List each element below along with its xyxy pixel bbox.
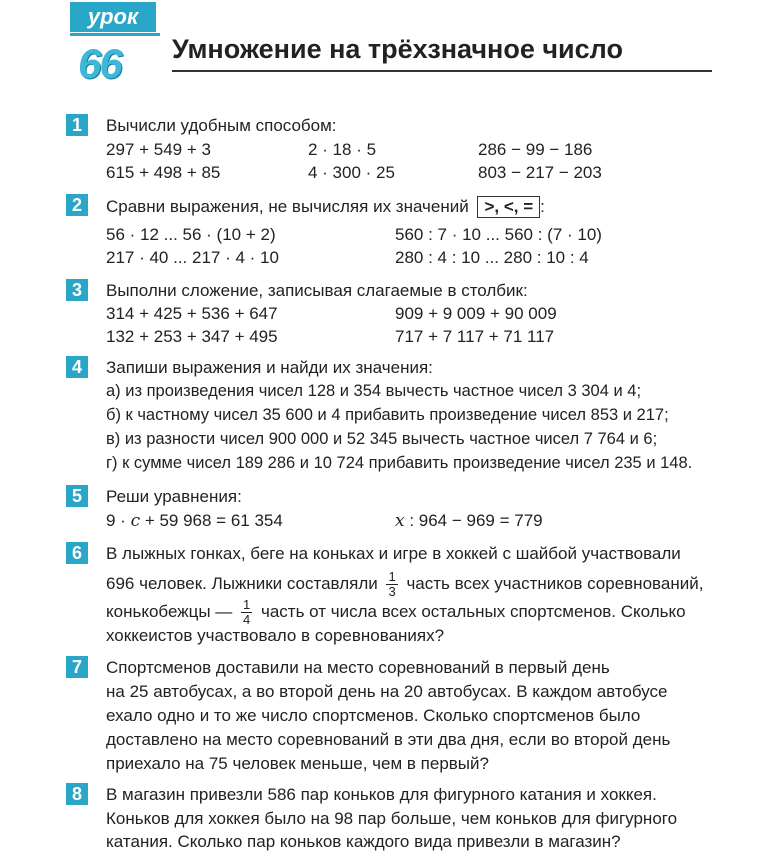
task-1-expr: 286 − 99 − 186 [478, 140, 593, 159]
task-2-colon: : [540, 197, 545, 216]
task-7-line: доставлено на место соревнований в эти два дня, если во второй день [106, 730, 671, 749]
title-divider [172, 70, 712, 72]
task-number-5: 5 [66, 485, 88, 507]
task-number-2: 2 [66, 194, 88, 216]
task-2-expr: 56 · 12 ... 56 · (10 + 2) [106, 225, 276, 244]
task-2-prompt-text: Сравни выражения, не вычисляя их значений [106, 197, 469, 216]
equation-1 [106, 511, 283, 531]
task-3-prompt: Выполни сложение, записывая слагаемые в столбик: [106, 281, 528, 300]
task-3-expr: 717 + 7 117 + 71 117 [395, 327, 555, 346]
fraction-numerator: 1 [388, 569, 396, 584]
task-number-8: 8 [66, 783, 88, 805]
task-number-1: 1 [66, 114, 88, 136]
task-6-line [106, 570, 703, 599]
fraction-one-third [386, 570, 397, 599]
task-2-prompt [106, 196, 545, 218]
task-number-7: 7 [66, 656, 88, 678]
task-7-line: Спортсменов доставили на место соревнований в первый день [106, 658, 610, 677]
task-1-prompt: Вычисли удобным способом: [106, 116, 337, 135]
task-4-prompt: Запиши выражения и найди их значения: [106, 358, 433, 377]
task-1-expr: 4 · 300 · 25 [308, 163, 395, 182]
lesson-badge: урок [70, 2, 156, 32]
task-3-expr: 909 + 9 009 + 90 009 [395, 304, 557, 323]
task-5-prompt: Реши уравнения: [106, 487, 242, 506]
task-7-line: ехало одно и то же число спортсменов. Сколько спортсменов было [106, 706, 641, 725]
fraction-denominator: 3 [388, 584, 396, 599]
equation-2-part: : 964 − 969 = 779 [404, 511, 543, 530]
page-title: Умножение на трёхзначное число [172, 34, 623, 64]
badge-underline [70, 33, 160, 36]
task-number-6: 6 [66, 542, 88, 564]
task-6-text: часть от числа всех остальных спортсменов. Сколько [260, 601, 686, 621]
task-6-line [106, 598, 686, 627]
task-6-text: часть всех участников соревнований, [406, 573, 704, 593]
fraction-denominator: 4 [243, 612, 251, 627]
task-1-expr: 615 + 498 + 85 [106, 163, 221, 182]
fraction-one-quarter [241, 598, 252, 627]
fraction-numerator: 1 [243, 597, 251, 612]
task-1-expr: 2 · 18 · 5 [308, 140, 377, 159]
lesson-number: 66 [78, 40, 121, 87]
task-7-line: на 25 автобусах, а во второй день на 20 автобусах. В каждом автобусе [106, 682, 668, 701]
task-2-expr: 280 : 4 : 10 ... 280 : 10 : 4 [395, 248, 589, 267]
task-7-line: приехало на 75 человек меньше, чем в первый? [106, 754, 489, 773]
task-6-line: В лыжных гонках, беге на коньках и игре в хоккей с шайбой участвовали [106, 544, 681, 563]
task-6-line: хоккеистов участвовало в соревнованиях? [106, 626, 445, 645]
equation-1-part: + 59 968 = 61 354 [140, 511, 283, 530]
task-2-expr: 217 · 40 ... 217 · 4 · 10 [106, 248, 279, 267]
task-1-expr: 297 + 549 + 3 [106, 140, 211, 159]
task-8-line: катания. Сколько пар коньков каждого вида привезли в магазин? [106, 832, 621, 851]
comparison-signs-box: >, <, = [477, 196, 540, 218]
task-4-item: б) к частному чисел 35 600 и 4 прибавить произведение чисел 853 и 217; [106, 406, 669, 424]
task-3-expr: 132 + 253 + 347 + 495 [106, 327, 278, 346]
equation-2 [395, 511, 543, 531]
task-8-line: Коньков для хоккея было на 98 пар больше, чем коньков для фигурного [106, 809, 678, 828]
task-6-text: 696 человек. Лыжники составляли [106, 573, 378, 593]
equation-2-variable: x [395, 511, 405, 531]
task-8-line: В магазин привезли 586 пар коньков для фигурного катания и хоккея. [106, 785, 657, 804]
task-4-item: г) к сумме чисел 189 286 и 10 724 прибавить произведение чисел 235 и 148. [106, 454, 693, 472]
task-6-text: конькобежцы — [106, 601, 233, 621]
equation-1-part: 9 · [106, 511, 131, 530]
task-3-expr: 314 + 425 + 536 + 647 [106, 304, 278, 323]
task-2-expr: 560 : 7 · 10 ... 560 : (7 · 10) [395, 225, 602, 244]
task-number-3: 3 [66, 279, 88, 301]
task-1-expr: 803 − 217 − 203 [478, 163, 602, 182]
task-number-4: 4 [66, 356, 88, 378]
task-4-item: в) из разности чисел 900 000 и 52 345 вычесть частное чисел 7 764 и 6; [106, 430, 658, 448]
task-4-item: а) из произведения чисел 128 и 354 вычесть частное чисел 3 304 и 4; [106, 382, 642, 400]
equation-1-variable: c [130, 511, 141, 531]
